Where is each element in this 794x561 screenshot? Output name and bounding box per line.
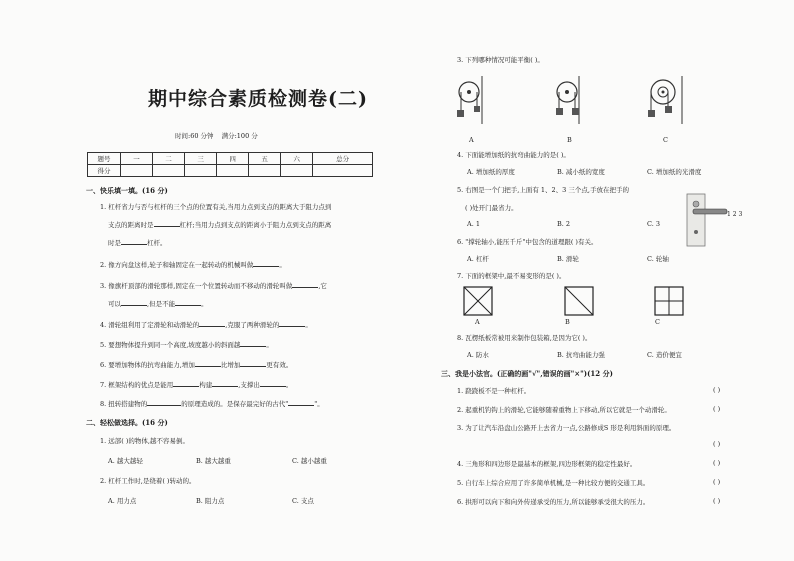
- answer-blank[interactable]: [279, 320, 305, 327]
- s1-q5: 5. 要想物体提升到同一个高度,坡度越小的斜面越 。: [100, 341, 273, 349]
- pulley-figure-a: [457, 76, 482, 124]
- s3-item-6: 6. 拱形可以向下和向外传递承受的压力,所以能够承受很大的压力。: [457, 498, 650, 506]
- s1-q1-line1: 1. 杠杆省力与否与杠杆的三个点的位置有关,当用力点到支点的距离大于阻力点到: [100, 203, 332, 211]
- s3-item-4: 4. 三角形和四边形是最基本的框架,四边形框架的稳定性最好。: [457, 460, 637, 468]
- score-table: [87, 152, 373, 177]
- exam-score: 满分:100 分: [221, 132, 258, 140]
- exam-time: 时间:60 分钟: [175, 132, 214, 140]
- answer-blank[interactable]: [199, 320, 225, 327]
- s2-q5-option-c[interactable]: C. 3: [647, 220, 661, 228]
- s3-item-5: 5. 自行车上综合应用了许多简单机械,是一种比较方便的交通工具。: [457, 479, 650, 487]
- s1-q7-text3: ,支撑出: [238, 381, 260, 389]
- score-header: 三: [185, 153, 217, 165]
- s2-q5-line1: 5. 右图是一个门把手,上面有 1、2、3 三个点,手放在把手的: [457, 186, 629, 194]
- s1-q2-text: 2. 像方向盘这样,轮子和轴固定在一起转动的机械叫做: [100, 261, 254, 269]
- s1-q4-text: 4. 滑轮组利用了定滑轮和动滑轮的: [100, 321, 200, 329]
- s1-q3-line2: 可以 ,但是不能 。: [108, 300, 208, 308]
- s3-answer-1[interactable]: ( ): [713, 386, 721, 394]
- s1-q1-text3: 时是: [108, 239, 121, 247]
- score-header: 总分: [313, 153, 373, 165]
- section1-title: 一、快乐填一填。(16 分): [86, 186, 168, 195]
- frame-figure-a: [464, 287, 492, 315]
- door-handle-figure: [685, 190, 745, 248]
- s2-q4-option-b[interactable]: B. 减小纸的宽度: [557, 168, 605, 176]
- answer-blank[interactable]: [154, 220, 180, 227]
- answer-blank[interactable]: [253, 260, 279, 267]
- s3-answer-4[interactable]: ( ): [713, 459, 721, 467]
- s1-q4-text2: ,克服了两种滑轮的: [225, 321, 280, 329]
- answer-blank[interactable]: [240, 340, 266, 347]
- s2-q2: 2. 杠杆工作时,是绕着( )转动的。: [100, 477, 196, 485]
- score-header: 五: [249, 153, 281, 165]
- pulley-figure-c: [648, 76, 682, 124]
- s1-q6: [100, 360, 292, 369]
- s2-q4-option-a[interactable]: A. 增加纸的厚度: [467, 168, 515, 176]
- s2-q8: 8. 瓦楞纸板常被用来制作包装箱,是因为它( )。: [457, 334, 592, 342]
- s1-q1-text: 支点的距离时是: [108, 221, 154, 229]
- score-table-header-row: [88, 153, 373, 165]
- s2-q4-option-c[interactable]: C. 增加纸的光滑度: [647, 168, 702, 176]
- s1-q8: [100, 399, 324, 408]
- s2-q6-option-b[interactable]: B. 滑轮: [557, 255, 579, 263]
- s2-q1-option-a[interactable]: A. 越大越轻: [108, 457, 143, 465]
- s1-q7: 7. 框架结构的优点是能用 构建 ,支撑出 。: [100, 381, 293, 389]
- s2-q1: 1. 远部( )的物体,越不容易倒。: [100, 437, 189, 445]
- s1-q6-text: 6. 要增加物体的抗弯曲能力,增加: [100, 361, 195, 369]
- right-page: [397, 0, 794, 561]
- s1-q8-text2: 的原理造成的。是保存最完好的古代": [181, 400, 289, 408]
- score-cell[interactable]: [153, 165, 185, 177]
- answer-blank[interactable]: [175, 299, 201, 306]
- s1-q2: 2. 像方向盘这样,轮子和轴固定在一起转动的机械叫做 。: [100, 261, 286, 269]
- score-cell[interactable]: [185, 165, 217, 177]
- s2-q8-option-b[interactable]: B. 抗弯曲能力强: [557, 351, 605, 359]
- s3-item-3: 3. 为了让汽车沿盘山公路开上去省力一点,公路修成S 形是利用斜面的原理。: [457, 424, 676, 432]
- s2-q4: 4. 下面能增加纸的抗弯曲能力的是( )。: [457, 151, 570, 159]
- door-handle-numbers: 1 2 3: [727, 211, 743, 218]
- s2-q7-label-c[interactable]: C: [655, 318, 660, 326]
- answer-blank[interactable]: [212, 380, 238, 387]
- s2-q7: 7. 下面的框架中,最不易变形的是( )。: [457, 272, 566, 280]
- answer-blank[interactable]: [121, 238, 147, 245]
- pulley-figure-b: [556, 76, 579, 124]
- s3-item-2: 2. 起重机钓钩上的滑轮,它能够随着重物上下移动,所以它就是一个动滑轮。: [457, 406, 671, 414]
- s1-q8-text3: "。: [314, 400, 324, 408]
- section2-title: 二、轻松做选择。(16 分): [86, 418, 168, 427]
- s1-q1-text4: 杠杆。: [147, 239, 167, 247]
- answer-blank[interactable]: [292, 281, 318, 288]
- s1-q3-text3: 可以: [108, 300, 121, 308]
- s1-q1-line2: [108, 220, 331, 229]
- s3-item-1: 1. 跷跷板不是一种杠杆。: [457, 387, 531, 395]
- s1-q6-text2: 比增加: [220, 361, 241, 369]
- score-cell[interactable]: [121, 165, 153, 177]
- s1-q3-line1: [100, 281, 327, 290]
- s2-q5-line2: ( )处开门最省力。: [465, 204, 518, 212]
- s1-q3-text2: ,它: [318, 282, 327, 290]
- s2-q8-option-a[interactable]: A. 防水: [467, 351, 489, 359]
- s2-q7-label-a[interactable]: A: [475, 318, 480, 326]
- score-row-label: 得分: [88, 165, 121, 177]
- section3-title: 三、我是小法官。(正确的画"√",错误的画"×")(12 分): [441, 369, 613, 378]
- answer-blank[interactable]: [173, 380, 199, 387]
- score-cell[interactable]: [217, 165, 249, 177]
- s2-q2-option-a[interactable]: A. 用力点: [108, 497, 137, 505]
- answer-blank[interactable]: [288, 399, 314, 406]
- s2-q8-option-c[interactable]: C. 造价便宜: [647, 351, 682, 359]
- score-header: 题号: [88, 153, 121, 165]
- s2-q1-option-b[interactable]: B. 越大越重: [196, 457, 231, 465]
- s2-q6: 6. "撑轮轴小,能压千斤"中包含的道理跟( )有关。: [457, 238, 598, 246]
- frame-figures: [464, 287, 724, 317]
- score-header: 四: [217, 153, 249, 165]
- s2-q6-option-c[interactable]: C. 轮轴: [647, 255, 669, 263]
- s1-q5-text: 5. 要想物体提升到同一个高度,坡度越小的斜面越: [100, 341, 241, 349]
- score-header: 一: [121, 153, 153, 165]
- answer-blank[interactable]: [147, 399, 181, 406]
- frame-figure-b: [565, 287, 593, 315]
- s2-q5-option-b[interactable]: B. 2: [557, 220, 571, 228]
- page-title: 期中综合素质检测卷(二): [148, 88, 368, 110]
- s2-q1-option-c[interactable]: C. 越小越重: [292, 457, 327, 465]
- s2-q3-label-b[interactable]: B: [567, 136, 572, 144]
- s3-answer-2[interactable]: ( ): [713, 405, 721, 413]
- answer-blank[interactable]: [240, 360, 266, 367]
- s1-q8-text: 8. 扭转搭建物的: [100, 400, 148, 408]
- s2-q6-option-a[interactable]: A. 杠杆: [467, 255, 489, 263]
- score-cell[interactable]: [249, 165, 281, 177]
- s2-q5-option-a[interactable]: A. 1: [467, 220, 480, 228]
- score-cell[interactable]: [313, 165, 373, 177]
- s1-q1-line3: [108, 238, 167, 247]
- s1-q7-text: 7. 框架结构的优点是能用: [100, 381, 174, 389]
- s2-q2-option-b[interactable]: B. 阻力点: [196, 497, 225, 505]
- s1-q6-text3: 更有效。: [266, 361, 293, 369]
- s1-q3-text: 3. 像旗杆顶部的滑轮那样,固定在一个位置转动而不移动的滑轮叫做: [100, 282, 293, 290]
- s3-answer-3[interactable]: ( ): [713, 440, 721, 448]
- s2-q7-label-b[interactable]: B: [565, 318, 570, 326]
- s2-q3: 3. 下列哪种情况可能平衡( )。: [457, 56, 544, 64]
- s2-q3-label-a[interactable]: A: [469, 136, 474, 144]
- answer-blank[interactable]: [195, 360, 221, 367]
- s1-q1-text2: 杠杆;当用力点到支点的距离小于阻力点到支点的距离: [179, 221, 332, 229]
- s1-q3-text4: ,但是不能: [147, 300, 176, 308]
- exam-meta: [175, 131, 264, 140]
- answer-blank[interactable]: [121, 299, 147, 306]
- s3-answer-5[interactable]: ( ): [713, 478, 721, 486]
- score-table-score-row: [88, 165, 373, 177]
- s2-q3-label-c[interactable]: C: [663, 136, 668, 144]
- s2-q2-option-c[interactable]: C. 支点: [292, 497, 314, 505]
- pulley-figures: [457, 76, 747, 134]
- frame-figure-c: [655, 287, 683, 315]
- answer-blank[interactable]: [260, 380, 286, 387]
- score-header: 二: [153, 153, 185, 165]
- score-cell[interactable]: [281, 165, 313, 177]
- s1-q7-text2: 构建: [199, 381, 213, 389]
- s1-q4: 4. 滑轮组利用了定滑轮和动滑轮的 ,克服了两种滑轮的 。: [100, 321, 312, 329]
- score-header: 六: [281, 153, 313, 165]
- s3-answer-6[interactable]: ( ): [713, 497, 721, 505]
